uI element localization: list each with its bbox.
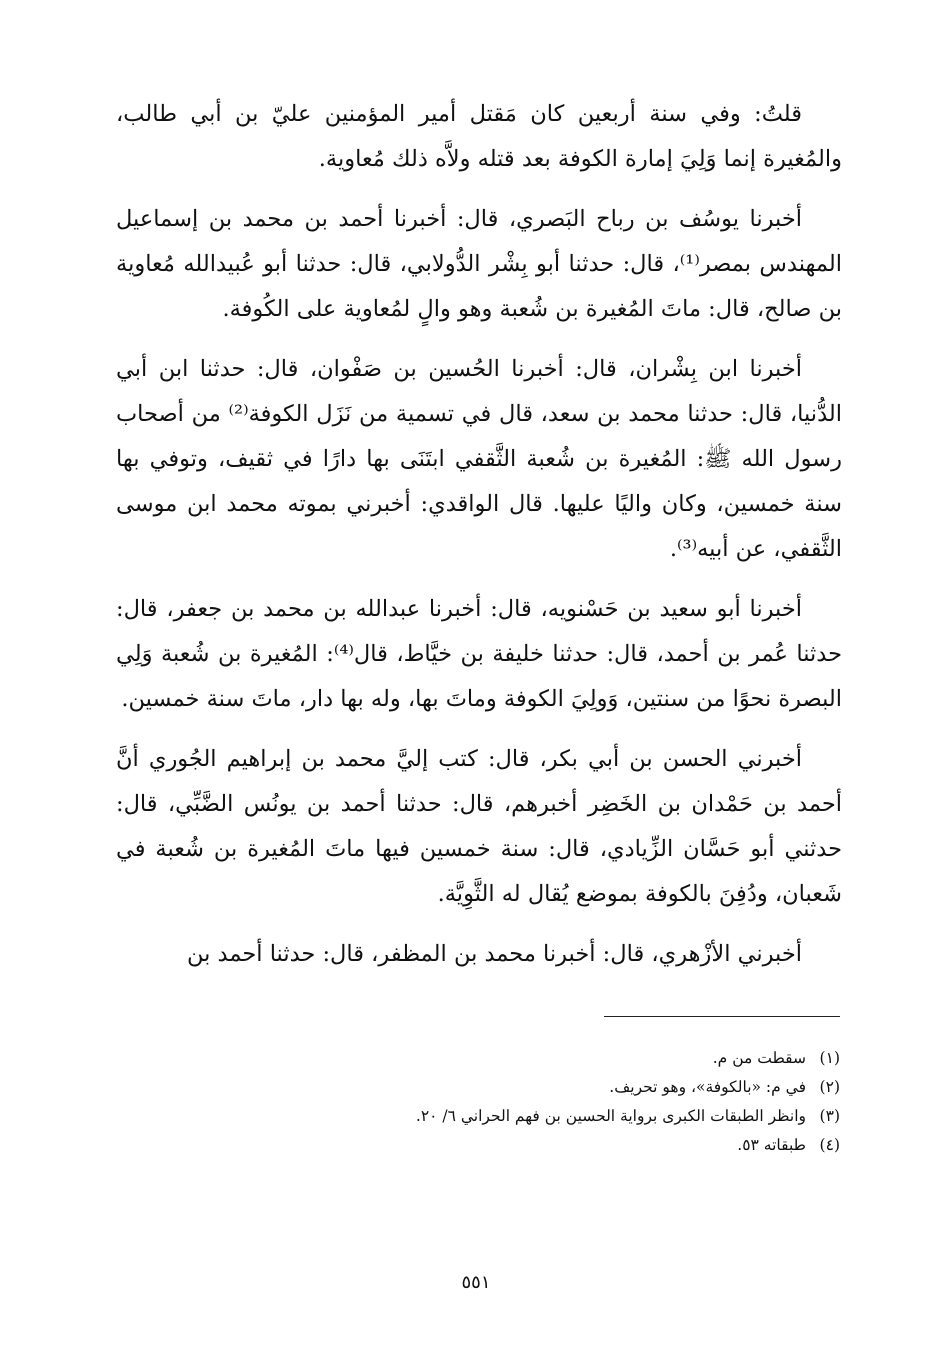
footnote-separator [604,1016,840,1017]
paragraph-4: أخبرنا أبو سعيد بن حَسْنويه، قال: أخبرنا عبدالله بن محمد بن جعفر، قال: حدثنا عُمر بن أحمد، قال: حدثنا خليفة بن خيَّاط، قال⁽⁴⁾: المُغيرة بن شُعبة وَلِي البصرة نحوًا من سنتين، وَولِيَ الكوفة وماتَ بها، وله بها دار، ماتَ سنة خمسين. [116,596,842,712]
footnote-1 [140,1044,840,1073]
paragraph-5: أخبرني الحسن بن أبي بكر، قال: كتب إليَّ محمد بن إبراهيم الجُوري أنَّ أحمد بن حَمْدان بن الخَضِر أخبرهم، قال: حدثنا أحمد بن يونُس الضَّبِّي، قال: حدثني أبو حَسَّان الزِّيادي، قال: سنة خمسين فيها ماتَ المُغيرة بن شُعبة في شَعبان، ودُفِنَ بالكوفة بموضع يُقال له الثَّوِيَّة. [116,746,842,907]
footnotes [140,1044,840,1160]
page-number: ٥٥١ [461,1272,491,1293]
footnote-text: طبقاته ٥٣. [737,1136,806,1154]
footnote-text: في م: «بالكوفة»، وهو تحريف. [609,1078,806,1096]
footnote-number: (٤) [819,1136,840,1154]
paragraph-1: قلتُ: وفي سنة أربعين كان مَقتل أمير المؤمنين عليّ بن أبي طالب، والمُغيرة إنما وَلِيَ إمارة الكوفة بعد قتله ولاَّه ذلك مُعاوية. [116,101,842,172]
footnote-4 [140,1131,840,1160]
paragraph-3: أخبرنا ابن بِشْران، قال: أخبرنا الحُسين بن صَفْوان، قال: حدثنا ابن أبي الدُّنيا، قال: حدثنا محمد بن سعد، قال في تسمية من نَزَل الكوفة⁽²⁾ من أصحاب رسول الله ﷺ: المُغيرة بن شُعبة الثَّقفي ابتَنَى بها دارًا في ثقيف، وتوفي بها سنة خمسين، وكان واليًا عليها. قال الواقدي: أخبرني بموته محمد ابن موسى الثَّقفي، عن أبيه⁽³⁾. [116,356,842,562]
main-text [116,92,842,977]
footnote-text: وانظر الطبقات الكبرى برواية الحسين بن فهم الحراني ٦/ ٢٠. [415,1107,806,1125]
footnote-text: سقطت من م. [712,1049,806,1067]
paragraph-6: أخبرني الأزْهري، قال: أخبرنا محمد بن المظفر، قال: حدثنا أحمد بن [187,941,802,967]
paragraph-2: أخبرنا يوسُف بن رباح البَصري، قال: أخبرنا أحمد بن محمد بن إسماعيل المهندس بمصر⁽¹⁾، قال: حدثنا أبو بِشْر الدُّولابي، قال: حدثنا أبو عُبيدالله مُعاوية بن صالح، قال: ماتَ المُغيرة بن شُعبة وهو والٍ لمُعاوية على الكُوفة. [116,206,842,322]
footnote-2 [140,1073,840,1102]
footnote-number: (١) [819,1049,840,1067]
footnote-number: (٣) [819,1107,840,1125]
footnote-3 [140,1102,840,1131]
footnote-number: (٢) [819,1078,840,1096]
